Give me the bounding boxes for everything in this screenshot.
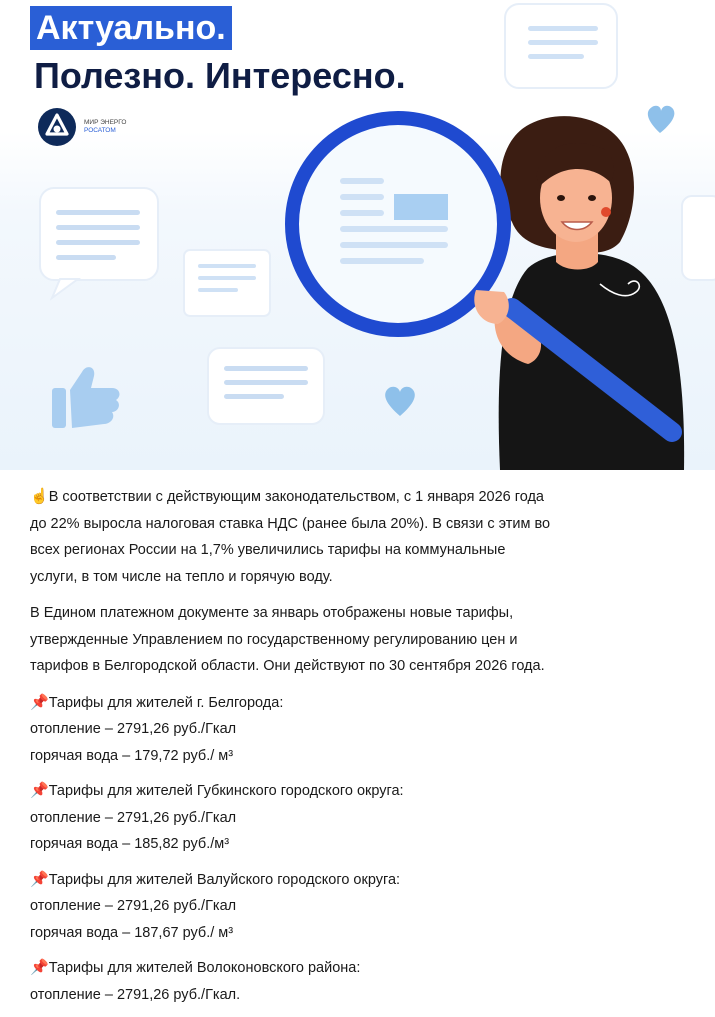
tariff-heating: отопление – 2791,26 руб./Гкал. — [30, 986, 241, 1003]
chat-bubble-icon — [505, 4, 617, 88]
rosatom-logo-icon — [38, 108, 76, 146]
intro-line: услуги, в том числе на тепло и горячую воду. — [30, 568, 333, 585]
article-body — [30, 484, 695, 1017]
like-icon — [52, 367, 119, 428]
tariff-block-volokonovka — [30, 955, 695, 1008]
notice-line: утвержденные Управлением по государственному регулированию цен и — [30, 631, 518, 648]
document-icon — [184, 250, 270, 316]
intro-line: до 22% выросла налоговая ставка НДС (ранее была 20%). В связи с этим во — [30, 515, 551, 532]
brand-logo — [38, 108, 126, 146]
pushpin-icon: 📌 — [30, 959, 49, 976]
notice-line: тарифов в Белгородской области. Они действуют по 30 сентября 2026 года. — [30, 658, 545, 674]
pushpin-icon: 📌 — [30, 693, 49, 711]
tariff-heating: отопление – 2791,26 руб./Гкал — [30, 898, 237, 914]
heart-icon — [648, 106, 675, 133]
intro-paragraph — [30, 484, 695, 590]
brand-subtitle: РОСАТОМ — [84, 127, 116, 134]
tariff-hot-water: горячая вода – 187,67 руб./ м³ — [30, 924, 234, 941]
tariff-block-belgorod — [30, 690, 695, 770]
intro-line: всех регионах России на 1,7% увеличились тарифы на коммунальные — [30, 542, 506, 558]
pointing-up-icon: ☝ — [30, 488, 49, 505]
banner — [0, 0, 715, 470]
title-subline: Полезно. Интересно. — [34, 55, 406, 96]
brand-name — [84, 119, 126, 135]
tariff-title: Тарифы для жителей Волоконовского района: — [48, 960, 361, 976]
tariff-heating: отопление – 2791,26 руб./Гкал — [30, 809, 237, 826]
tariff-title: Тарифы для жителей г. Белгорода: — [48, 694, 284, 711]
chat-bubble-icon — [40, 188, 158, 298]
tariff-notice-paragraph — [30, 600, 695, 680]
tariff-title: Тарифы для жителей Губкинского городского округа: — [48, 783, 404, 799]
tariff-title: Тарифы для жителей Валуйского городского округа: — [48, 871, 401, 888]
notice-line: В Едином платежном документе за январь отображены новые тарифы, — [30, 605, 514, 621]
chat-bubble-icon — [208, 348, 324, 424]
tariff-hot-water: горячая вода – 179,72 руб./ м³ — [30, 747, 234, 764]
tariff-hot-water: горячая вода – 185,82 руб./м³ — [30, 836, 230, 852]
heart-icon — [385, 387, 415, 416]
tariff-block-valuyki — [30, 867, 695, 947]
pushpin-icon: 📌 — [30, 782, 49, 799]
pushpin-icon: 📌 — [30, 870, 49, 888]
brand-title: МИР ЭНЕРГО — [84, 119, 127, 126]
tariff-heating: отопление – 2791,26 руб./Гкал — [30, 721, 237, 737]
title-highlight: Актуально. — [30, 6, 232, 50]
tariff-block-gubkin — [30, 778, 695, 858]
intro-line: В соответствии с действующим законодательством, с 1 января 2026 года — [48, 489, 544, 505]
